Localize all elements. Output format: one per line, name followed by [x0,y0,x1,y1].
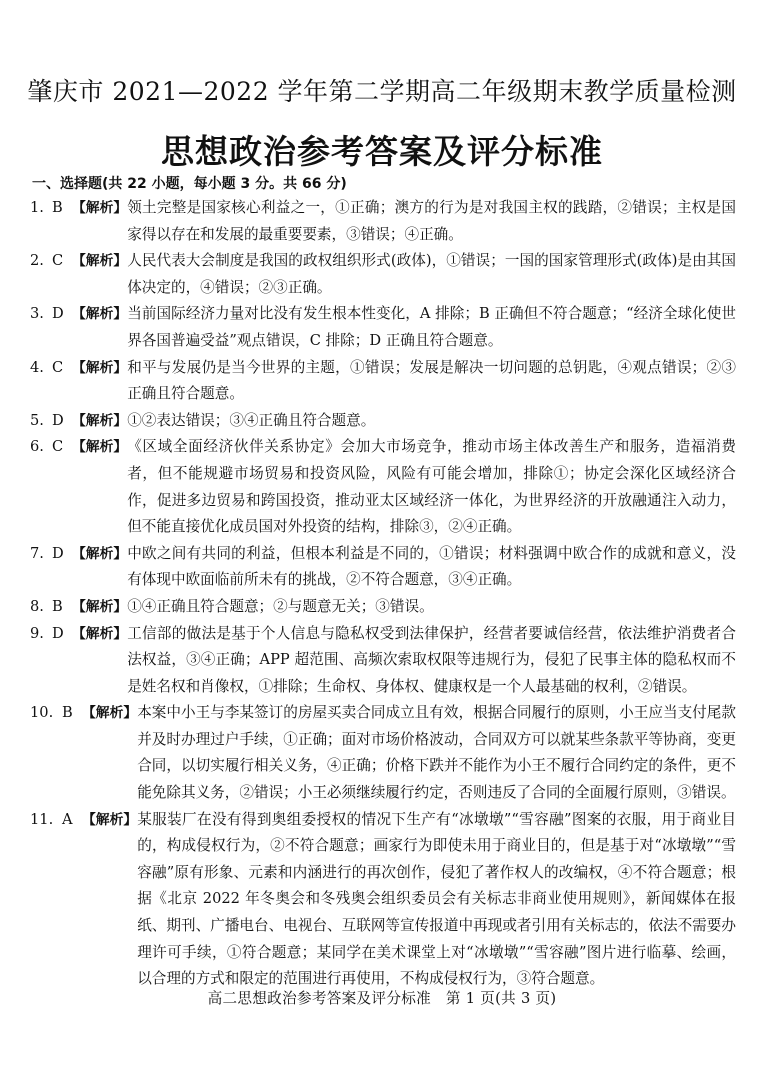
answer-list [30,195,736,993]
item-answer: D [52,411,64,429]
analysis-tag: 【解析】 [72,253,128,270]
analysis-tag: 【解析】 [72,412,128,429]
item-answer: C [52,252,64,270]
analysis-text: 和平与发展仍是当今世界的主题，①错误；发展是解决一切问题的总钥匙，④观点错误；②③正确且符合题意。 [127,358,736,403]
item-answer: B [62,704,73,722]
answer-item-10 [30,700,736,806]
item-answer: B [52,199,63,216]
item-answer: D [52,544,64,562]
item-answer: C [52,358,64,376]
item-number: 1. [30,199,44,216]
item-number: 7. [30,544,44,562]
answer-item-7 [30,541,736,594]
item-answer: A [62,810,73,828]
analysis-tag: 【解析】 [72,359,128,376]
analysis-text: 本案中小王与李某签订的房屋买卖合同成立且有效，根据合同履行的原则，小王应当支付尾款并及时办理过户手续，①正确；面对市场价格波动，合同双方可以就某些条款平等协商，变更合同，以切实履行相关义务，④正确；价格下跌并不能作为小王不履行合同约定的条件，更不能免除其义务，②错误；小王必须继续履行约定，否则违反了合同的全面履行原则，③错误。 [137,704,736,802]
answer-item-6 [30,434,736,540]
answer-item-3 [30,301,736,354]
analysis-text: 当前国际经济力量对比没有发生根本性变化，A 排除；B 正确但不符合题意；“经济全球化使世界各国普遍受益”观点错误，C 排除；D 正确且符合题意。 [127,305,736,349]
analysis-text: 领土完整是国家核心利益之一，①正确；澳方的行为是对我国主权的践踏，②错误；主权是国家得以存在和发展的最重要要素，③错误；④正确。 [127,199,736,243]
item-answer: C [52,438,64,456]
item-number: 8. [30,597,44,615]
analysis-tag: 【解析】 [82,811,138,828]
answer-item-1 [30,195,736,248]
item-answer: D [52,624,64,642]
item-number: 5. [30,411,44,429]
item-number: 9. [30,624,44,642]
answer-item-9 [30,621,736,701]
answer-item-5 [30,408,736,435]
answer-item-11 [30,807,736,993]
analysis-tag: 【解析】 [72,200,128,216]
item-number: 2. [30,252,44,270]
answer-item-8 [30,594,736,621]
analysis-tag: 【解析】 [72,625,128,642]
analysis-tag: 【解析】 [72,598,128,615]
analysis-text: 人民代表大会制度是我国的政权组织形式(政体)，①错误；一国的国家管理形式(政体)是由其国体决定的，④错误；②③正确。 [127,252,736,296]
analysis-tag: 【解析】 [82,705,138,722]
analysis-text: 某服装厂在没有得到奥组委授权的情况下生产有“冰墩墩”“雪容融”图案的衣服，用于商业目的，构成侵权行为，②不符合题意；画家行为即使未用于商业目的，但是基于对“冰墩墩”“雪容融”原有形象、元素和内涵进行的再次创作，侵犯了著作权人的改编权，④不符合题意；根据《北京 2022 年冬奥会和冬残奥会组织委员会有关标志非商业使用规则》，新闻媒体在报纸、期刊、广播电台、电视台、互联网等宣传报道中再现或者引用有关标志的，依法不需要办理许可手续，①符合题意；某同学在美术课堂上对“冰墩墩”“雪容融”图片进行临摹、绘画，以合理的方式和限定的范围进行再使用，不构成侵权行为，③符合题意。 [137,810,736,988]
analysis-text: ①④正确且符合题意；②与题意无关；③错误。 [127,597,434,615]
analysis-tag: 【解析】 [72,306,128,323]
item-number: 11. [30,810,54,828]
analysis-tag: 【解析】 [72,545,128,562]
item-number: 10. [30,704,54,722]
answer-item-2 [30,248,736,301]
exam-title: 肇庆市 2021—2022 学年第二学期高二年级期末教学质量检测 [27,77,737,106]
analysis-text: 中欧之间有共同的利益，但根本利益是不同的，①错误；材料强调中欧合作的成就和意义，没有体现中欧面临前所未有的挑战，②不符合题意，③④正确。 [127,544,736,589]
analysis-tag: 【解析】 [72,439,128,456]
analysis-text: 工信部的做法是基于个人信息与隐私权受到法律保护，经营者要诚信经营，依法维护消费者合法权益，③④正确；APP 超范围、高频次索取权限等违规行为，侵犯了民事主体的隐私权而不是姓名权和肖像权，①排除；生命权、身体权、健康权是一个人最基础的权利，②错误。 [127,624,736,695]
item-number: 6. [30,438,44,456]
page-footer: 高二思想政治参考答案及评分标准 第 1 页(共 3 页) [207,990,557,1007]
document-subtitle: 思想政治参考答案及评分标准 [161,132,603,171]
analysis-text: 《区域全面经济伙伴关系协定》会加大市场竞争，推动市场主体改善生产和服务，造福消费者，但不能规避市场贸易和投资风险，风险有可能会增加，排除①；协定会深化区域经济合作，促进多边贸易和跨国投资，推动亚太区域经济一体化，为世界经济的开放融通注入动力，但不能直接优化成员国对外投资的结构，排除③，②④正确。 [127,438,736,536]
item-number: 3. [30,305,44,323]
item-number: 4. [30,358,44,376]
analysis-text: ①②表达错误；③④正确且符合题意。 [127,411,376,429]
answer-item-4 [30,355,736,408]
section-heading: 一、选择题(共 22 小题，每小题 3 分。共 66 分) [32,176,347,192]
item-answer: B [52,597,63,615]
item-answer: D [52,305,64,323]
